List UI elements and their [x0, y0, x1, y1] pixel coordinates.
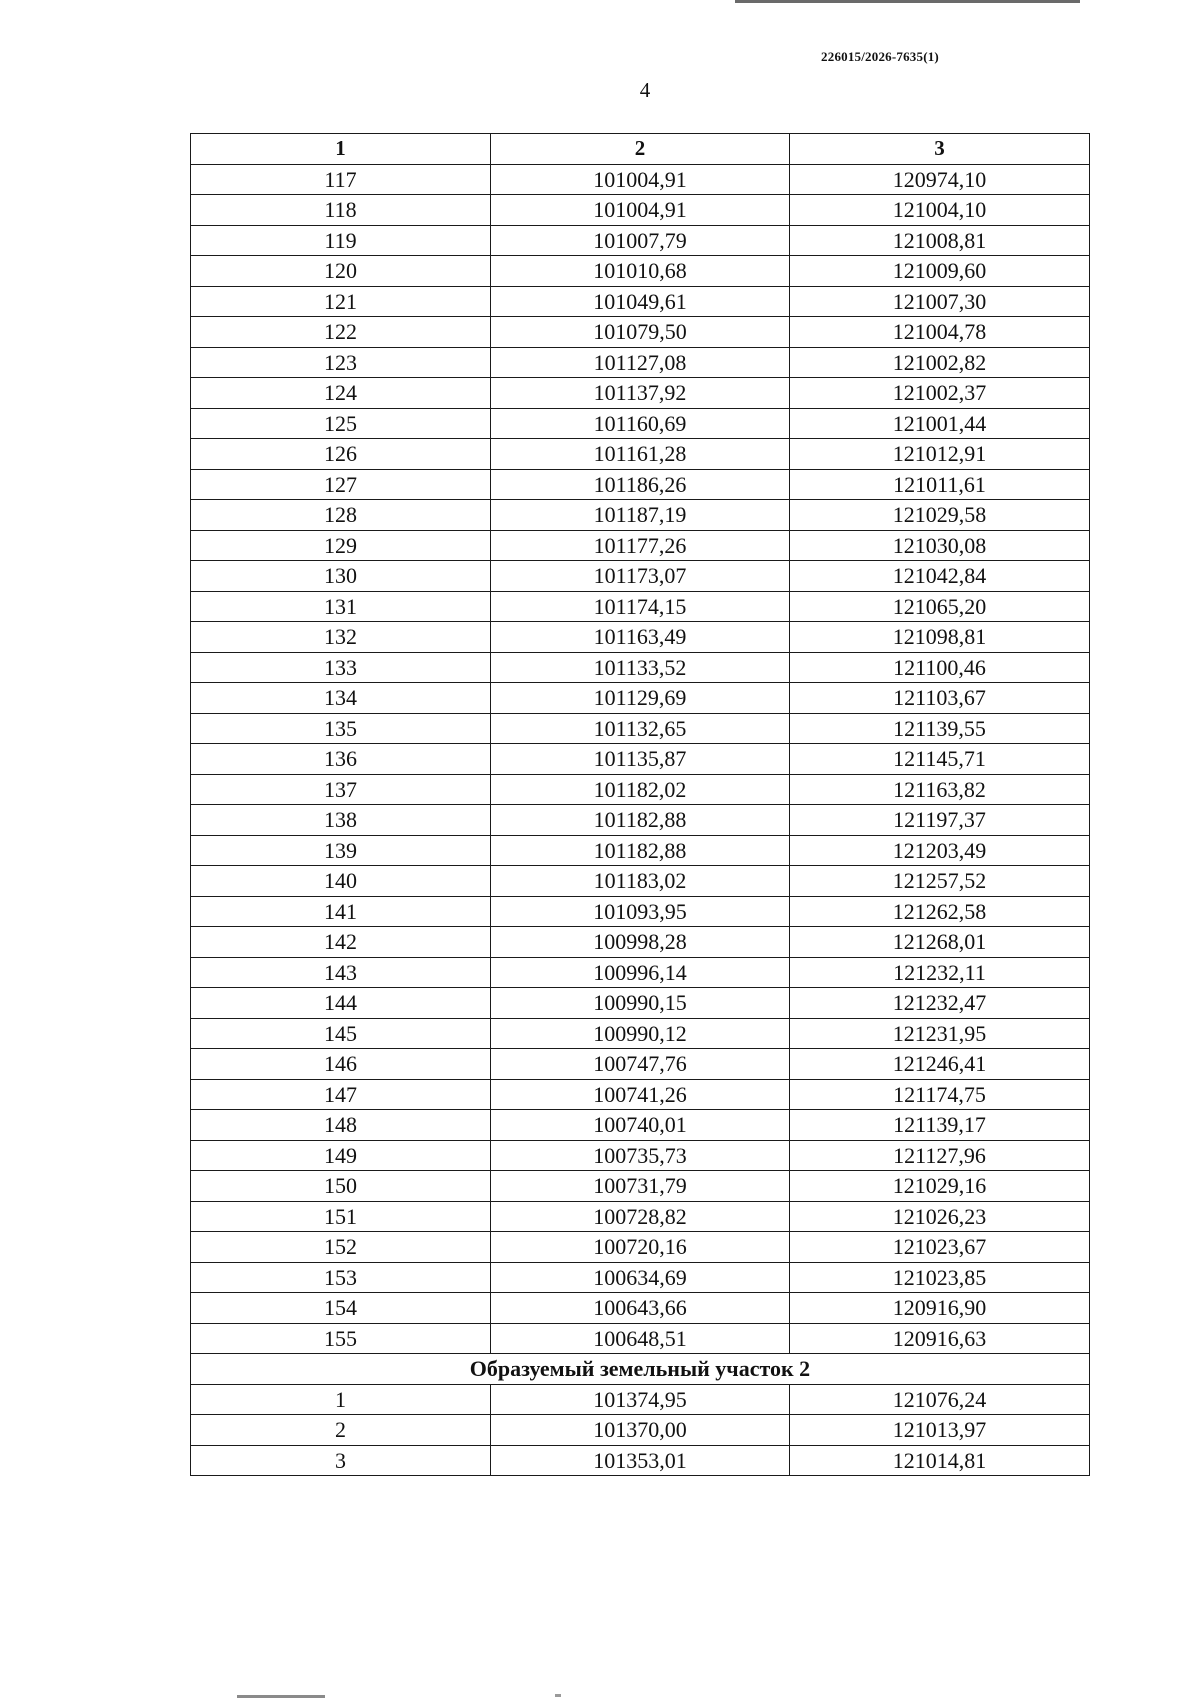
y-coordinate-cell: 121232,47	[790, 988, 1090, 1019]
point-number-cell: 143	[191, 957, 491, 988]
y-coordinate-cell: 121163,82	[790, 774, 1090, 805]
point-number-cell: 141	[191, 896, 491, 927]
x-coordinate-cell: 100996,14	[491, 957, 790, 988]
y-coordinate-cell: 121231,95	[790, 1018, 1090, 1049]
y-coordinate-cell: 121013,97	[790, 1415, 1090, 1446]
point-number-cell: 144	[191, 988, 491, 1019]
bottom-rule-mark	[237, 1695, 325, 1698]
table-body-plot-2	[191, 1384, 1090, 1476]
x-coordinate-cell: 101004,91	[491, 195, 790, 226]
x-coordinate-cell: 101182,02	[491, 774, 790, 805]
y-coordinate-cell: 121145,71	[790, 744, 1090, 775]
x-coordinate-cell: 101187,19	[491, 500, 790, 531]
x-coordinate-cell: 100648,51	[491, 1323, 790, 1354]
table-row	[191, 530, 1090, 561]
x-coordinate-cell: 100741,26	[491, 1079, 790, 1110]
y-coordinate-cell: 121002,82	[790, 347, 1090, 378]
x-coordinate-cell: 100990,12	[491, 1018, 790, 1049]
y-coordinate-cell: 121257,52	[790, 866, 1090, 897]
table-row	[191, 866, 1090, 897]
x-coordinate-cell: 101093,95	[491, 896, 790, 927]
point-number-cell: 133	[191, 652, 491, 683]
x-coordinate-cell: 100990,15	[491, 988, 790, 1019]
table-row	[191, 1079, 1090, 1110]
table-row	[191, 713, 1090, 744]
point-number-cell: 124	[191, 378, 491, 409]
x-coordinate-cell: 101374,95	[491, 1384, 790, 1415]
y-coordinate-cell: 121026,23	[790, 1201, 1090, 1232]
point-number-cell: 148	[191, 1110, 491, 1141]
table-row	[191, 195, 1090, 226]
point-number-cell: 118	[191, 195, 491, 226]
y-coordinate-cell: 121100,46	[790, 652, 1090, 683]
x-coordinate-cell: 101049,61	[491, 286, 790, 317]
table-row	[191, 591, 1090, 622]
table-header-row	[191, 134, 1090, 165]
point-number-cell: 146	[191, 1049, 491, 1080]
y-coordinate-cell: 121103,67	[790, 683, 1090, 714]
x-coordinate-cell: 101370,00	[491, 1415, 790, 1446]
x-coordinate-cell: 101173,07	[491, 561, 790, 592]
point-number-cell: 152	[191, 1232, 491, 1263]
x-coordinate-cell: 101007,79	[491, 225, 790, 256]
point-number-cell: 126	[191, 439, 491, 470]
point-number-cell: 127	[191, 469, 491, 500]
table-row	[191, 805, 1090, 836]
x-coordinate-cell: 101135,87	[491, 744, 790, 775]
table-row	[191, 1140, 1090, 1171]
point-number-cell: 2	[191, 1415, 491, 1446]
y-coordinate-cell: 121004,78	[790, 317, 1090, 348]
point-number-cell: 154	[191, 1293, 491, 1324]
y-coordinate-cell: 121023,67	[790, 1232, 1090, 1263]
table-row	[191, 744, 1090, 775]
y-coordinate-cell: 121012,91	[790, 439, 1090, 470]
table-row	[191, 286, 1090, 317]
x-coordinate-cell: 100634,69	[491, 1262, 790, 1293]
document-number: 226015/2026-7635(1)	[821, 49, 939, 64]
x-coordinate-cell: 101129,69	[491, 683, 790, 714]
x-coordinate-cell: 101133,52	[491, 652, 790, 683]
point-number-cell: 129	[191, 530, 491, 561]
point-number-cell: 117	[191, 164, 491, 195]
section-title: Образуемый земельный участок 2	[191, 1354, 1090, 1385]
point-number-cell: 142	[191, 927, 491, 958]
x-coordinate-cell: 100747,76	[491, 1049, 790, 1080]
point-number-cell: 3	[191, 1445, 491, 1476]
table-row	[191, 1384, 1090, 1415]
x-coordinate-cell: 100998,28	[491, 927, 790, 958]
x-coordinate-cell: 101182,88	[491, 805, 790, 836]
x-coordinate-cell: 100735,73	[491, 1140, 790, 1171]
point-number-cell: 139	[191, 835, 491, 866]
bottom-dot-mark	[555, 1694, 561, 1697]
table-row	[191, 1018, 1090, 1049]
table-row	[191, 1323, 1090, 1354]
point-number-cell: 128	[191, 500, 491, 531]
table-row	[191, 164, 1090, 195]
point-number-cell: 149	[191, 1140, 491, 1171]
y-coordinate-cell: 120974,10	[790, 164, 1090, 195]
table-row	[191, 1445, 1090, 1476]
page-number: 4	[639, 78, 651, 102]
table-row	[191, 469, 1090, 500]
table-row	[191, 896, 1090, 927]
table-row	[191, 652, 1090, 683]
table-row	[191, 774, 1090, 805]
column-header: 2	[491, 134, 790, 165]
table-row	[191, 683, 1090, 714]
table-row	[191, 317, 1090, 348]
y-coordinate-cell: 121098,81	[790, 622, 1090, 653]
y-coordinate-cell: 121232,11	[790, 957, 1090, 988]
table-row	[191, 1415, 1090, 1446]
point-number-cell: 122	[191, 317, 491, 348]
table-row	[191, 1293, 1090, 1324]
x-coordinate-cell: 100720,16	[491, 1232, 790, 1263]
x-coordinate-cell: 101174,15	[491, 591, 790, 622]
y-coordinate-cell: 121203,49	[790, 835, 1090, 866]
y-coordinate-cell: 121023,85	[790, 1262, 1090, 1293]
column-header: 3	[790, 134, 1090, 165]
point-number-cell: 130	[191, 561, 491, 592]
table-row	[191, 957, 1090, 988]
table-row	[191, 408, 1090, 439]
x-coordinate-cell: 101182,88	[491, 835, 790, 866]
table-row	[191, 1201, 1090, 1232]
point-number-cell: 136	[191, 744, 491, 775]
point-number-cell: 155	[191, 1323, 491, 1354]
table-row	[191, 1110, 1090, 1141]
table-row	[191, 1262, 1090, 1293]
x-coordinate-cell: 101186,26	[491, 469, 790, 500]
table-row	[191, 835, 1090, 866]
point-number-cell: 147	[191, 1079, 491, 1110]
y-coordinate-cell: 121011,61	[790, 469, 1090, 500]
y-coordinate-cell: 121007,30	[790, 286, 1090, 317]
point-number-cell: 145	[191, 1018, 491, 1049]
y-coordinate-cell: 121042,84	[790, 561, 1090, 592]
point-number-cell: 138	[191, 805, 491, 836]
y-coordinate-cell: 121127,96	[790, 1140, 1090, 1171]
y-coordinate-cell: 121008,81	[790, 225, 1090, 256]
top-rule-mark	[735, 0, 1080, 3]
point-number-cell: 131	[191, 591, 491, 622]
point-number-cell: 123	[191, 347, 491, 378]
table-row	[191, 256, 1090, 287]
point-number-cell: 153	[191, 1262, 491, 1293]
x-coordinate-cell: 100728,82	[491, 1201, 790, 1232]
table-row	[191, 225, 1090, 256]
table-row	[191, 988, 1090, 1019]
table-row	[191, 439, 1090, 470]
point-number-cell: 120	[191, 256, 491, 287]
x-coordinate-cell: 101004,91	[491, 164, 790, 195]
table-row	[191, 500, 1090, 531]
section-title-row	[191, 1354, 1090, 1385]
x-coordinate-cell: 101163,49	[491, 622, 790, 653]
table-row	[191, 347, 1090, 378]
y-coordinate-cell: 121009,60	[790, 256, 1090, 287]
y-coordinate-cell: 121268,01	[790, 927, 1090, 958]
x-coordinate-cell: 101183,02	[491, 866, 790, 897]
point-number-cell: 140	[191, 866, 491, 897]
y-coordinate-cell: 121139,55	[790, 713, 1090, 744]
x-coordinate-cell: 100740,01	[491, 1110, 790, 1141]
x-coordinate-cell: 100643,66	[491, 1293, 790, 1324]
coordinates-table	[190, 133, 1090, 1476]
y-coordinate-cell: 121001,44	[790, 408, 1090, 439]
y-coordinate-cell: 121004,10	[790, 195, 1090, 226]
table-body-plot-1	[191, 164, 1090, 1354]
y-coordinate-cell: 121029,16	[790, 1171, 1090, 1202]
y-coordinate-cell: 121139,17	[790, 1110, 1090, 1141]
y-coordinate-cell: 121076,24	[790, 1384, 1090, 1415]
table-row	[191, 927, 1090, 958]
table-row	[191, 561, 1090, 592]
x-coordinate-cell: 101132,65	[491, 713, 790, 744]
table-row	[191, 1049, 1090, 1080]
y-coordinate-cell: 120916,63	[790, 1323, 1090, 1354]
point-number-cell: 151	[191, 1201, 491, 1232]
table-row	[191, 1171, 1090, 1202]
x-coordinate-cell: 101079,50	[491, 317, 790, 348]
y-coordinate-cell: 121246,41	[790, 1049, 1090, 1080]
point-number-cell: 137	[191, 774, 491, 805]
y-coordinate-cell: 121002,37	[790, 378, 1090, 409]
point-number-cell: 135	[191, 713, 491, 744]
x-coordinate-cell: 101177,26	[491, 530, 790, 561]
column-header: 1	[191, 134, 491, 165]
y-coordinate-cell: 121065,20	[790, 591, 1090, 622]
point-number-cell: 125	[191, 408, 491, 439]
y-coordinate-cell: 121174,75	[790, 1079, 1090, 1110]
point-number-cell: 150	[191, 1171, 491, 1202]
point-number-cell: 119	[191, 225, 491, 256]
point-number-cell: 134	[191, 683, 491, 714]
x-coordinate-cell: 101010,68	[491, 256, 790, 287]
y-coordinate-cell: 121029,58	[790, 500, 1090, 531]
table-row	[191, 622, 1090, 653]
y-coordinate-cell: 121030,08	[790, 530, 1090, 561]
x-coordinate-cell: 101161,28	[491, 439, 790, 470]
table-row	[191, 378, 1090, 409]
x-coordinate-cell: 101127,08	[491, 347, 790, 378]
y-coordinate-cell: 121014,81	[790, 1445, 1090, 1476]
x-coordinate-cell: 101160,69	[491, 408, 790, 439]
point-number-cell: 121	[191, 286, 491, 317]
x-coordinate-cell: 100731,79	[491, 1171, 790, 1202]
x-coordinate-cell: 101137,92	[491, 378, 790, 409]
y-coordinate-cell: 121197,37	[790, 805, 1090, 836]
point-number-cell: 1	[191, 1384, 491, 1415]
point-number-cell: 132	[191, 622, 491, 653]
y-coordinate-cell: 121262,58	[790, 896, 1090, 927]
x-coordinate-cell: 101353,01	[491, 1445, 790, 1476]
y-coordinate-cell: 120916,90	[790, 1293, 1090, 1324]
table-row	[191, 1232, 1090, 1263]
